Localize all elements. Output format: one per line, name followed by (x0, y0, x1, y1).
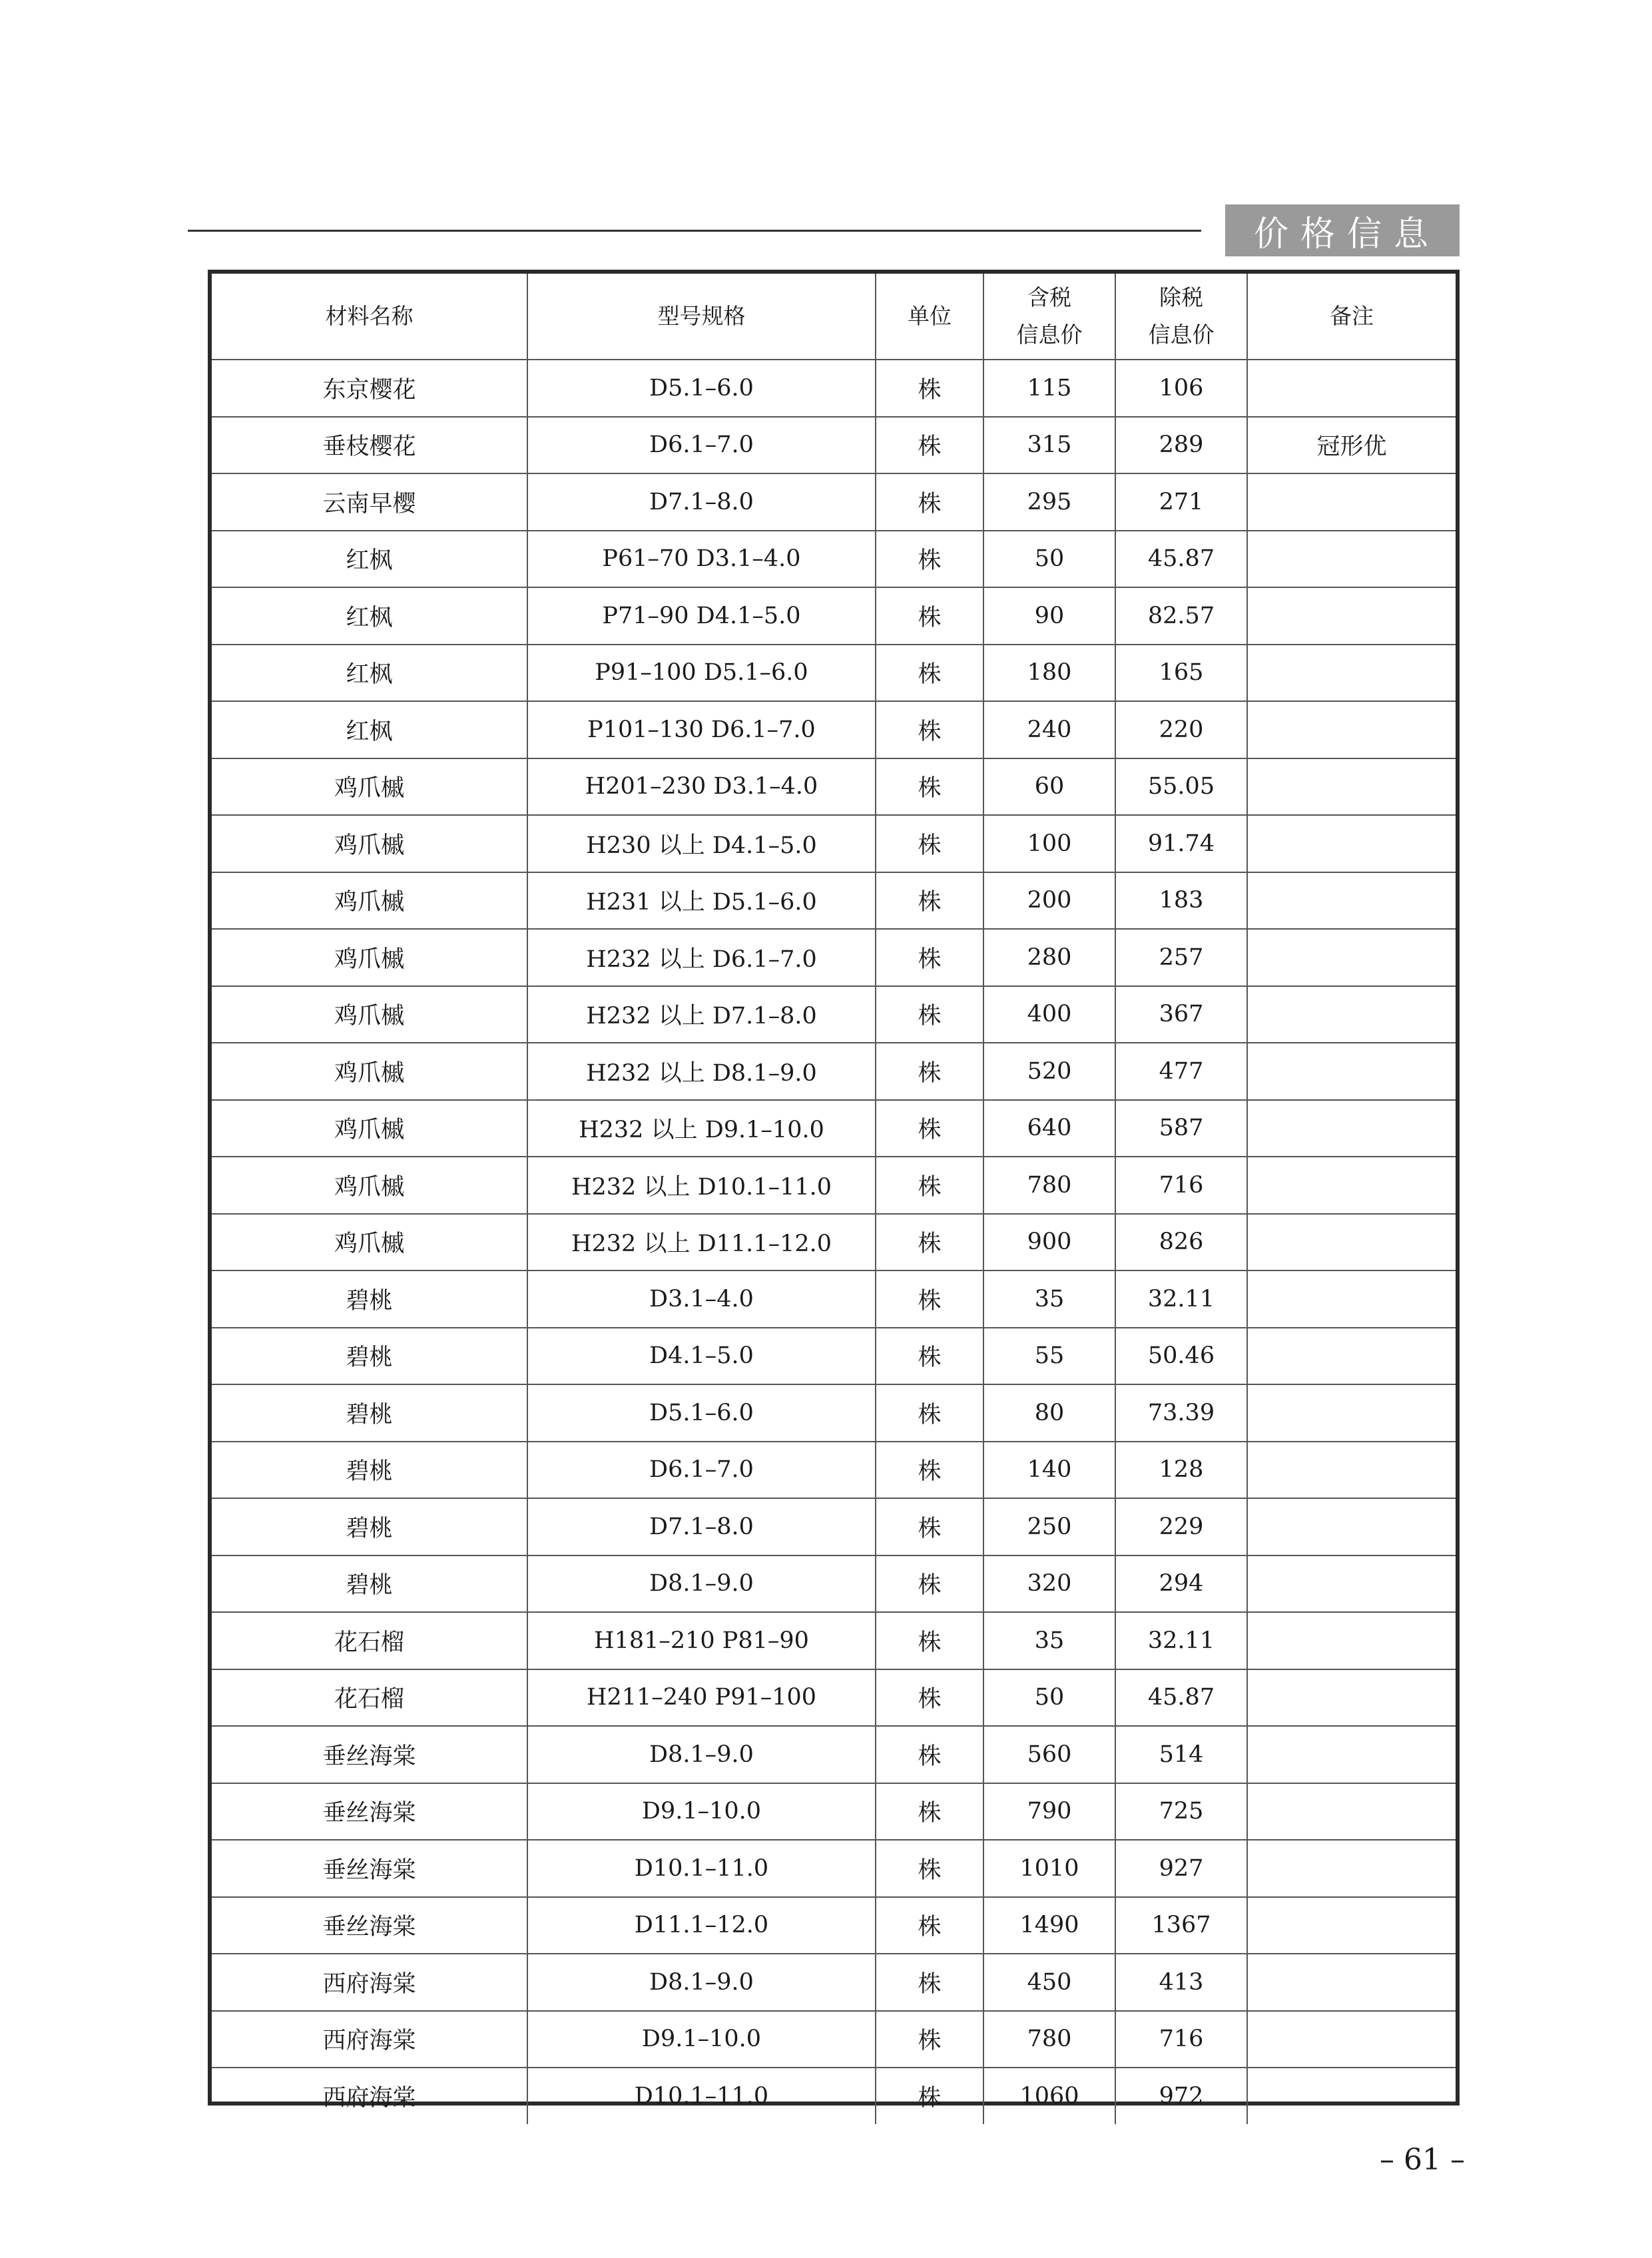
cell-net-price: 73.39 (1115, 1384, 1247, 1442)
table-row (212, 1498, 1456, 1555)
cell-tax-price: 35 (983, 1270, 1115, 1328)
cell-unit: 株 (876, 2011, 983, 2068)
cell-material-name: 西府海棠 (212, 2068, 527, 2124)
cell-unit: 株 (876, 2068, 983, 2124)
cell-material-name: 云南早樱 (212, 473, 527, 531)
cell-material-name: 碧桃 (212, 1498, 527, 1555)
table-row (212, 701, 1456, 758)
cell-spec: D7.1–8.0 (527, 1498, 876, 1555)
cell-note (1247, 1783, 1456, 1840)
table-row (212, 2011, 1456, 2068)
cell-spec: D7.1–8.0 (527, 473, 876, 531)
cell-material-name: 鸡爪槭 (212, 929, 527, 986)
cell-net-price: 972 (1115, 2068, 1247, 2124)
cell-material-name: 鸡爪槭 (212, 1100, 527, 1157)
cell-tax-price: 640 (983, 1100, 1115, 1157)
cell-note (1247, 1897, 1456, 1954)
cell-tax-price: 250 (983, 1498, 1115, 1555)
cell-unit: 株 (876, 1157, 983, 1214)
cell-tax-price: 140 (983, 1442, 1115, 1499)
cell-spec: H232 以上 D7.1–8.0 (527, 986, 876, 1043)
cell-tax-price: 280 (983, 929, 1115, 986)
cell-tax-price: 295 (983, 473, 1115, 531)
cell-spec: H232 以上 D8.1–9.0 (527, 1043, 876, 1100)
cell-unit: 株 (876, 1270, 983, 1328)
cell-spec: D8.1–9.0 (527, 1954, 876, 2011)
cell-material-name: 碧桃 (212, 1328, 527, 1385)
table-row (212, 1840, 1456, 1897)
cell-tax-price: 1010 (983, 1840, 1115, 1897)
cell-net-price: 587 (1115, 1100, 1247, 1157)
table-row (212, 1214, 1456, 1271)
cell-spec: D8.1–9.0 (527, 1726, 876, 1783)
cell-note (1247, 645, 1456, 702)
cell-net-price: 32.11 (1115, 1270, 1247, 1328)
cell-unit: 株 (876, 473, 983, 531)
cell-note (1247, 1270, 1456, 1328)
cell-note (1247, 473, 1456, 531)
table-row (212, 1669, 1456, 1727)
cell-tax-price: 50 (983, 1669, 1115, 1727)
cell-unit: 株 (876, 758, 983, 816)
cell-material-name: 西府海棠 (212, 1954, 527, 2011)
cell-net-price: 725 (1115, 1783, 1247, 1840)
cell-tax-price: 790 (983, 1783, 1115, 1840)
cell-unit: 株 (876, 1954, 983, 2011)
cell-material-name: 红枫 (212, 587, 527, 645)
table-row (212, 1384, 1456, 1442)
page-number: – 61 – (1380, 2143, 1465, 2177)
cell-note (1247, 1612, 1456, 1669)
table-row (212, 360, 1456, 417)
cell-tax-price: 780 (983, 2011, 1115, 2068)
cell-unit: 株 (876, 587, 983, 645)
cell-net-price: 106 (1115, 360, 1247, 417)
cell-material-name: 红枫 (212, 531, 527, 588)
cell-unit: 株 (876, 1214, 983, 1271)
table-row (212, 2068, 1456, 2124)
table-row (212, 1100, 1456, 1157)
cell-net-price: 1367 (1115, 1897, 1247, 1954)
header-tax-price (983, 274, 1115, 360)
cell-material-name: 垂丝海棠 (212, 1897, 527, 1954)
cell-unit: 株 (876, 929, 983, 986)
cell-unit: 株 (876, 417, 983, 474)
cell-net-price: 50.46 (1115, 1328, 1247, 1385)
cell-net-price: 289 (1115, 417, 1247, 474)
cell-unit: 株 (876, 1555, 983, 1613)
cell-note (1247, 1555, 1456, 1613)
cell-unit: 株 (876, 1840, 983, 1897)
cell-spec: P71–90 D4.1–5.0 (527, 587, 876, 645)
cell-net-price: 229 (1115, 1498, 1247, 1555)
table-row (212, 872, 1456, 930)
header-net-price-line2: 信息价 (1148, 322, 1215, 348)
header-rule (188, 230, 1201, 232)
cell-spec: D10.1–11.0 (527, 1840, 876, 1897)
table-header-row (212, 274, 1456, 360)
cell-material-name: 鸡爪槭 (212, 815, 527, 872)
cell-material-name: 花石榴 (212, 1669, 527, 1727)
cell-note (1247, 1043, 1456, 1100)
cell-material-name: 西府海棠 (212, 2011, 527, 2068)
cell-tax-price: 1490 (983, 1897, 1115, 1954)
cell-note (1247, 1954, 1456, 2011)
cell-net-price: 32.11 (1115, 1612, 1247, 1669)
cell-spec: D10.1–11.0 (527, 2068, 876, 2124)
cell-material-name: 红枫 (212, 645, 527, 702)
cell-note (1247, 2011, 1456, 2068)
cell-note (1247, 758, 1456, 816)
cell-unit: 株 (876, 1384, 983, 1442)
cell-note (1247, 587, 1456, 645)
cell-material-name: 鸡爪槭 (212, 1157, 527, 1214)
cell-spec: H232 以上 D6.1–7.0 (527, 929, 876, 986)
header-spec: 型号规格 (527, 274, 876, 360)
table-row (212, 531, 1456, 588)
cell-note (1247, 1442, 1456, 1499)
cell-material-name: 垂枝樱花 (212, 417, 527, 474)
cell-material-name: 垂丝海棠 (212, 1840, 527, 1897)
cell-tax-price: 35 (983, 1612, 1115, 1669)
cell-note (1247, 1384, 1456, 1442)
cell-tax-price: 400 (983, 986, 1115, 1043)
cell-unit: 株 (876, 1043, 983, 1100)
table-row (212, 1442, 1456, 1499)
cell-spec: D3.1–4.0 (527, 1270, 876, 1328)
cell-spec: H181–210 P81–90 (527, 1612, 876, 1669)
cell-unit: 株 (876, 1100, 983, 1157)
cell-tax-price: 90 (983, 587, 1115, 645)
cell-tax-price: 320 (983, 1555, 1115, 1613)
table-row (212, 587, 1456, 645)
table-row (212, 1783, 1456, 1840)
table-row (212, 758, 1456, 816)
cell-net-price: 716 (1115, 2011, 1247, 2068)
cell-note (1247, 701, 1456, 758)
cell-note (1247, 2068, 1456, 2124)
cell-material-name: 碧桃 (212, 1270, 527, 1328)
cell-unit: 株 (876, 531, 983, 588)
table-row (212, 1954, 1456, 2011)
cell-net-price: 45.87 (1115, 1669, 1247, 1727)
cell-note (1247, 1214, 1456, 1271)
cell-net-price: 294 (1115, 1555, 1247, 1613)
cell-note (1247, 986, 1456, 1043)
cell-material-name: 碧桃 (212, 1384, 527, 1442)
cell-material-name: 鸡爪槭 (212, 758, 527, 816)
cell-material-name: 鸡爪槭 (212, 1214, 527, 1271)
price-table (208, 270, 1460, 2112)
cell-net-price: 128 (1115, 1442, 1247, 1499)
cell-spec: H231 以上 D5.1–6.0 (527, 872, 876, 930)
cell-note (1247, 1840, 1456, 1897)
cell-note (1247, 815, 1456, 872)
cell-net-price: 367 (1115, 986, 1247, 1043)
table-row (212, 417, 1456, 474)
table-row (212, 1555, 1456, 1613)
cell-net-price: 45.87 (1115, 531, 1247, 588)
table-row (212, 1328, 1456, 1385)
header-note: 备注 (1247, 274, 1456, 360)
cell-tax-price: 115 (983, 360, 1115, 417)
cell-net-price: 716 (1115, 1157, 1247, 1214)
cell-spec: D6.1–7.0 (527, 417, 876, 474)
cell-note (1247, 531, 1456, 588)
cell-spec: P101–130 D6.1–7.0 (527, 701, 876, 758)
cell-net-price: 271 (1115, 473, 1247, 531)
table-row (212, 1157, 1456, 1214)
header-net-price (1115, 274, 1247, 360)
header-tax-price-line1: 含税 (1027, 284, 1071, 310)
cell-material-name: 鸡爪槭 (212, 986, 527, 1043)
cell-tax-price: 50 (983, 531, 1115, 588)
cell-spec: D6.1–7.0 (527, 1442, 876, 1499)
cell-note (1247, 929, 1456, 986)
cell-spec: D9.1–10.0 (527, 2011, 876, 2068)
cell-unit: 株 (876, 645, 983, 702)
cell-material-name: 碧桃 (212, 1442, 527, 1499)
cell-material-name: 东京樱花 (212, 360, 527, 417)
cell-unit: 株 (876, 1442, 983, 1499)
cell-tax-price: 240 (983, 701, 1115, 758)
table-row (212, 473, 1456, 531)
cell-spec: D5.1–6.0 (527, 360, 876, 417)
cell-spec: H232 以上 D10.1–11.0 (527, 1157, 876, 1214)
cell-note (1247, 1157, 1456, 1214)
cell-unit: 株 (876, 701, 983, 758)
cell-material-name: 鸡爪槭 (212, 872, 527, 930)
cell-net-price: 514 (1115, 1726, 1247, 1783)
cell-net-price: 91.74 (1115, 815, 1247, 872)
cell-unit: 株 (876, 872, 983, 930)
cell-unit: 株 (876, 986, 983, 1043)
cell-material-name: 碧桃 (212, 1555, 527, 1613)
section-title: 价格信息 (1225, 204, 1460, 256)
cell-material-name: 垂丝海棠 (212, 1783, 527, 1840)
cell-net-price: 413 (1115, 1954, 1247, 2011)
cell-net-price: 82.57 (1115, 587, 1247, 645)
cell-spec: H232 以上 D11.1–12.0 (527, 1214, 876, 1271)
cell-spec: P61–70 D3.1–4.0 (527, 531, 876, 588)
cell-unit: 株 (876, 1897, 983, 1954)
cell-unit: 株 (876, 360, 983, 417)
cell-spec: H232 以上 D9.1–10.0 (527, 1100, 876, 1157)
table-row (212, 1612, 1456, 1669)
cell-tax-price: 450 (983, 1954, 1115, 2011)
table-row (212, 1726, 1456, 1783)
table-row (212, 1270, 1456, 1328)
table-row (212, 645, 1456, 702)
table-row (212, 1043, 1456, 1100)
header-net-price-line1: 除税 (1159, 284, 1203, 310)
cell-note (1247, 1669, 1456, 1727)
cell-net-price: 183 (1115, 872, 1247, 930)
cell-material-name: 红枫 (212, 701, 527, 758)
cell-unit: 株 (876, 1612, 983, 1669)
cell-net-price: 826 (1115, 1214, 1247, 1271)
cell-note (1247, 1100, 1456, 1157)
cell-net-price: 927 (1115, 1840, 1247, 1897)
cell-unit: 株 (876, 1328, 983, 1385)
cell-unit: 株 (876, 1498, 983, 1555)
table-row (212, 815, 1456, 872)
cell-tax-price: 315 (983, 417, 1115, 474)
cell-tax-price: 180 (983, 645, 1115, 702)
cell-unit: 株 (876, 1669, 983, 1727)
cell-tax-price: 560 (983, 1726, 1115, 1783)
cell-unit: 株 (876, 1726, 983, 1783)
header-material-name: 材料名称 (212, 274, 527, 360)
cell-net-price: 220 (1115, 701, 1247, 758)
cell-note (1247, 1498, 1456, 1555)
cell-tax-price: 60 (983, 758, 1115, 816)
cell-spec: D5.1–6.0 (527, 1384, 876, 1442)
cell-unit: 株 (876, 815, 983, 872)
cell-material-name: 鸡爪槭 (212, 1043, 527, 1100)
cell-spec: H201–230 D3.1–4.0 (527, 758, 876, 816)
cell-tax-price: 520 (983, 1043, 1115, 1100)
cell-net-price: 165 (1115, 645, 1247, 702)
cell-note (1247, 360, 1456, 417)
header-tax-price-line2: 信息价 (1016, 322, 1083, 348)
cell-spec: H211–240 P91–100 (527, 1669, 876, 1727)
cell-tax-price: 780 (983, 1157, 1115, 1214)
cell-tax-price: 55 (983, 1328, 1115, 1385)
cell-unit: 株 (876, 1783, 983, 1840)
cell-tax-price: 200 (983, 872, 1115, 930)
cell-material-name: 花石榴 (212, 1612, 527, 1669)
table-row (212, 929, 1456, 986)
cell-tax-price: 1060 (983, 2068, 1115, 2124)
cell-spec: D8.1–9.0 (527, 1555, 876, 1613)
cell-net-price: 477 (1115, 1043, 1247, 1100)
table-row (212, 1897, 1456, 1954)
cell-spec: D9.1–10.0 (527, 1783, 876, 1840)
cell-note (1247, 1726, 1456, 1783)
cell-spec: P91–100 D5.1–6.0 (527, 645, 876, 702)
header-unit: 单位 (876, 274, 983, 360)
cell-note (1247, 872, 1456, 930)
cell-tax-price: 100 (983, 815, 1115, 872)
cell-material-name: 垂丝海棠 (212, 1726, 527, 1783)
cell-spec: H230 以上 D4.1–5.0 (527, 815, 876, 872)
cell-tax-price: 900 (983, 1214, 1115, 1271)
cell-net-price: 257 (1115, 929, 1247, 986)
cell-tax-price: 80 (983, 1384, 1115, 1442)
cell-spec: D4.1–5.0 (527, 1328, 876, 1385)
cell-note: 冠形优 (1247, 417, 1456, 474)
cell-spec: D11.1–12.0 (527, 1897, 876, 1954)
cell-net-price: 55.05 (1115, 758, 1247, 816)
table-row (212, 986, 1456, 1043)
cell-note (1247, 1328, 1456, 1385)
